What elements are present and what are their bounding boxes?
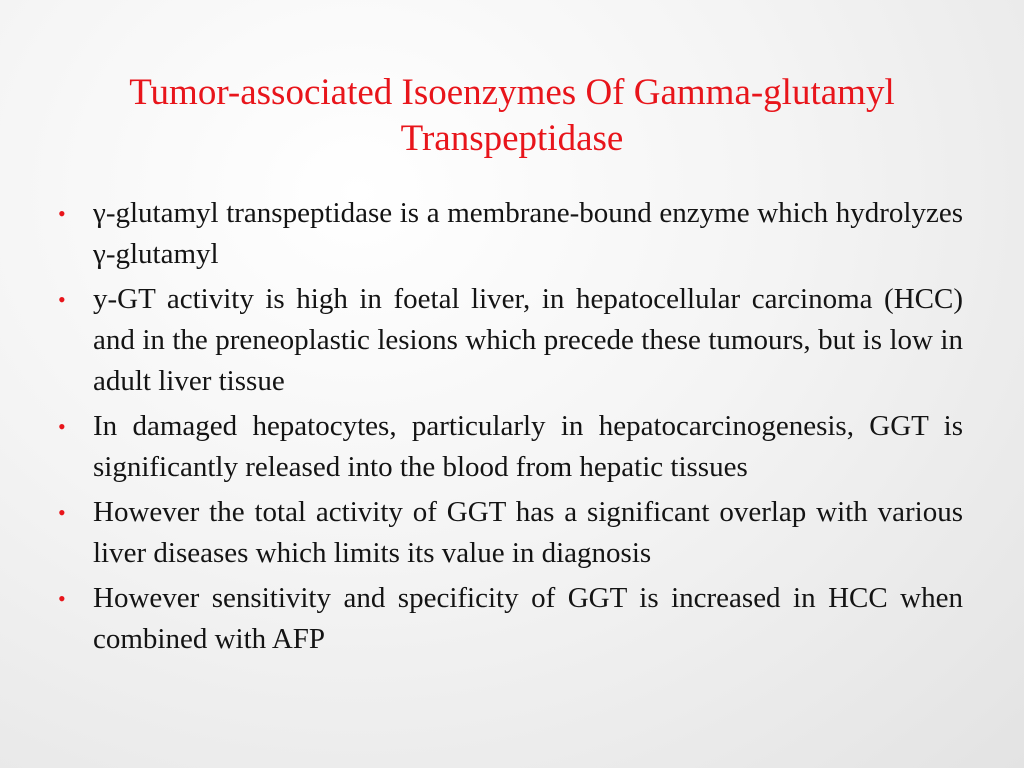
bullet-item [58, 492, 963, 574]
bullet-item [58, 193, 963, 275]
bullet-icon: • [58, 414, 66, 439]
slide-title: Tumor-associated Isoenzymes Of Gamma-glutamyl Transpeptidase [129, 72, 895, 159]
bullet-text: y-GT activity is high in foetal liver, in hepatocellular carcinoma (HCC) and in the preneoplastic lesions which precede these tumours, but is low in adult liver tissue [93, 283, 963, 397]
bullet-list [58, 193, 963, 664]
bullet-icon: • [58, 500, 66, 525]
bullet-icon: • [58, 586, 66, 611]
bullet-text: In damaged hepatocytes, particularly in hepatocarcinogenesis, GGT is significantly released into the blood from hepatic tissues [93, 410, 963, 483]
bullet-text: However the total activity of GGT has a significant overlap with various liver diseases which limits its value in diagnosis [93, 496, 963, 569]
bullet-item [58, 279, 963, 402]
bullet-text: γ-glutamyl transpeptidase is a membrane-bound enzyme which hydrolyzes γ-glutamyl [93, 197, 963, 270]
bullet-icon: • [58, 287, 66, 312]
bullet-item [58, 578, 963, 660]
bullet-icon: • [58, 201, 66, 226]
bullet-text: However sensitivity and specificity of GGT is increased in HCC when combined with AFP [93, 582, 963, 655]
bullet-item [58, 406, 963, 488]
